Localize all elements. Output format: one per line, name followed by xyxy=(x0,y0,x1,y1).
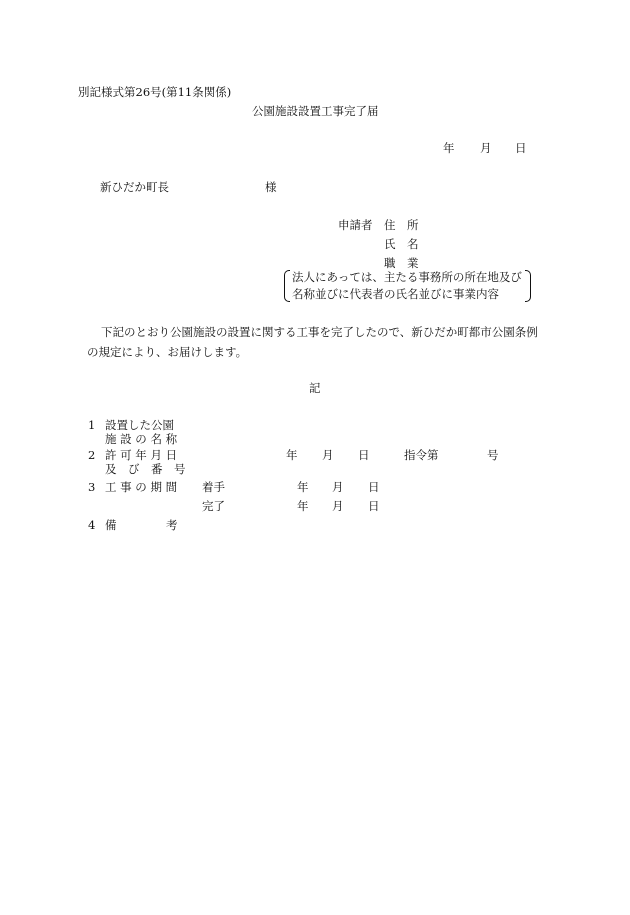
note-bracket-left xyxy=(284,270,290,302)
item3-end-label: 完了 xyxy=(202,499,225,513)
item2-day: 日 xyxy=(358,448,370,462)
item3-start-day: 日 xyxy=(368,480,380,494)
item1-number: 1 xyxy=(88,418,96,432)
form-number: 別記様式第26号(第11条関係) xyxy=(78,85,232,99)
applicant-address-label: 住 所 xyxy=(384,218,419,232)
item2-year: 年 xyxy=(286,448,298,462)
addressee-name: 新ひだか町長 xyxy=(100,180,169,194)
body-text-line2: の規定により、お届けします。 xyxy=(87,345,248,359)
item2-order-prefix: 指令第 xyxy=(404,448,439,462)
item2-label-line1: 許 可 年 月 日 xyxy=(105,448,178,462)
addressee-honorific: 様 xyxy=(265,180,277,194)
applicant-note-line1: 法人にあっては、主たる事務所の所在地及び xyxy=(292,270,522,284)
date-year: 年 xyxy=(443,141,455,155)
date-day: 日 xyxy=(515,141,527,155)
item3-start-year: 年 xyxy=(297,480,309,494)
item1-label-line1: 設置した公園 xyxy=(105,418,174,432)
ki-heading: 記 xyxy=(309,381,321,395)
note-bracket-right xyxy=(525,270,531,302)
item2-order-suffix: 号 xyxy=(487,448,499,462)
applicant-name-label: 氏 名 xyxy=(384,237,419,251)
applicant-note-line2: 名称並びに代表者の氏名並びに事業内容 xyxy=(292,287,499,301)
item3-start-label: 着手 xyxy=(202,480,225,494)
date-month: 月 xyxy=(480,141,492,155)
body-text-line1: 下記のとおり公園施設の設置に関する工事を完了したので、新ひだか町都市公園条例 xyxy=(101,325,538,339)
item4-label-left: 備 xyxy=(105,518,117,532)
item3-number: 3 xyxy=(88,480,96,494)
item3-label: 工 事 の 期 間 xyxy=(105,480,178,494)
item3-end-day: 日 xyxy=(368,499,380,513)
item1-label-line2: 施 設 の 名 称 xyxy=(105,432,178,446)
item3-end-year: 年 xyxy=(297,499,309,513)
applicant-occupation-label: 職 業 xyxy=(384,256,419,270)
applicant-label: 申請者 xyxy=(338,218,373,232)
item2-number: 2 xyxy=(88,448,96,462)
item4-label-right: 考 xyxy=(166,518,178,532)
item3-end-month: 月 xyxy=(332,499,344,513)
item2-label-line2: 及 び 番 号 xyxy=(105,462,186,476)
document-title: 公園施設設置工事完了届 xyxy=(252,104,379,118)
item2-month: 月 xyxy=(322,448,334,462)
item3-start-month: 月 xyxy=(332,480,344,494)
item4-number: 4 xyxy=(88,518,96,532)
